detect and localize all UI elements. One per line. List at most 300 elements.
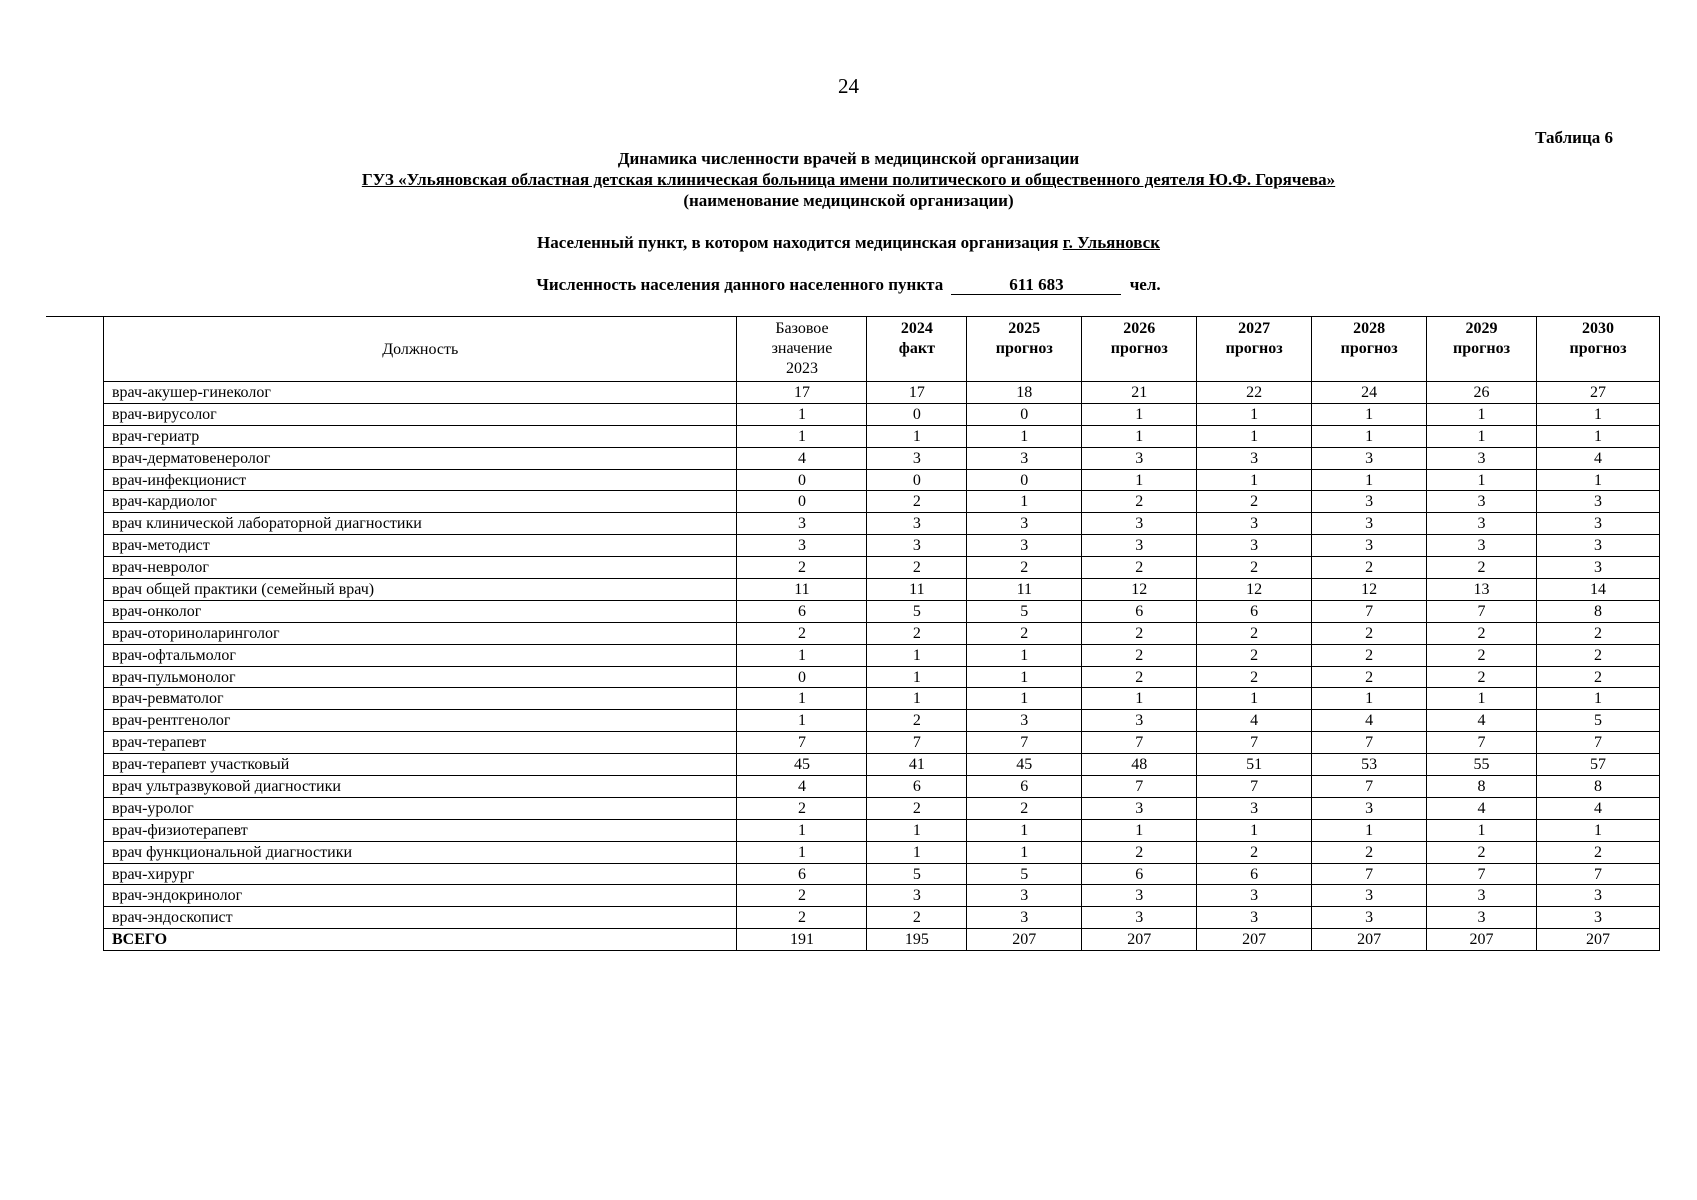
header-2024 xyxy=(867,317,967,382)
header-2027-kind: прогноз xyxy=(1225,340,1283,357)
value-cell: 3 xyxy=(737,513,867,535)
position-cell: врач-ревматолог xyxy=(104,688,737,710)
value-cell: 191 xyxy=(737,929,867,951)
value-cell: 6 xyxy=(1197,863,1312,885)
value-cell: 2 xyxy=(1197,557,1312,579)
value-cell: 3 xyxy=(1312,447,1427,469)
value-cell: 6 xyxy=(737,863,867,885)
value-cell: 3 xyxy=(1197,447,1312,469)
value-cell: 3 xyxy=(967,513,1082,535)
value-cell: 5 xyxy=(867,600,967,622)
value-cell: 5 xyxy=(867,863,967,885)
value-cell: 3 xyxy=(1312,513,1427,535)
position-cell: врач-акушер-гинеколог xyxy=(104,382,737,404)
value-cell: 4 xyxy=(1537,447,1660,469)
value-cell: 3 xyxy=(1197,797,1312,819)
value-cell: 1 xyxy=(1312,403,1427,425)
settlement-line xyxy=(0,233,1697,253)
value-cell: 13 xyxy=(1427,579,1537,601)
value-cell: 207 xyxy=(1427,929,1537,951)
value-cell: 4 xyxy=(1427,710,1537,732)
value-cell: 4 xyxy=(1427,797,1537,819)
value-cell: 1 xyxy=(1537,688,1660,710)
table-row xyxy=(104,885,1660,907)
value-cell: 3 xyxy=(1082,447,1197,469)
value-cell: 2 xyxy=(1082,491,1197,513)
value-cell: 8 xyxy=(1537,600,1660,622)
value-cell: 1 xyxy=(737,644,867,666)
value-cell: 0 xyxy=(737,469,867,491)
header-2029-year: 2029 xyxy=(1465,320,1498,337)
table-row xyxy=(104,382,1660,404)
value-cell: 2 xyxy=(867,907,967,929)
header-base-line2: значение xyxy=(771,340,833,357)
value-cell: 3 xyxy=(1082,907,1197,929)
value-cell: 3 xyxy=(867,447,967,469)
value-cell: 0 xyxy=(867,403,967,425)
value-cell: 3 xyxy=(1537,557,1660,579)
header-2027-year: 2027 xyxy=(1238,320,1271,337)
table-row xyxy=(104,754,1660,776)
value-cell: 57 xyxy=(1537,754,1660,776)
header-2025-year: 2025 xyxy=(1008,320,1041,337)
value-cell: 14 xyxy=(1537,579,1660,601)
value-cell: 1 xyxy=(967,666,1082,688)
table-row xyxy=(104,666,1660,688)
value-cell: 3 xyxy=(967,535,1082,557)
table-row xyxy=(104,469,1660,491)
value-cell: 4 xyxy=(1312,710,1427,732)
value-cell: 2 xyxy=(1082,622,1197,644)
position-cell: врач-эндокринолог xyxy=(104,885,737,907)
value-cell: 1 xyxy=(967,425,1082,447)
value-cell: 2 xyxy=(867,491,967,513)
value-cell: 27 xyxy=(1537,382,1660,404)
position-cell: врач-невролог xyxy=(104,557,737,579)
value-cell: 45 xyxy=(737,754,867,776)
value-cell: 1 xyxy=(1537,403,1660,425)
value-cell: 17 xyxy=(867,382,967,404)
value-cell: 7 xyxy=(1312,863,1427,885)
table-row xyxy=(104,776,1660,798)
population-line xyxy=(0,275,1697,295)
value-cell: 3 xyxy=(1537,907,1660,929)
table-row xyxy=(104,535,1660,557)
value-cell: 8 xyxy=(1427,776,1537,798)
table-header-row xyxy=(104,317,1660,382)
value-cell: 2 xyxy=(867,797,967,819)
header-2029-kind: прогноз xyxy=(1453,340,1511,357)
value-cell: 1 xyxy=(1082,403,1197,425)
value-cell: 1 xyxy=(1427,819,1537,841)
value-cell: 7 xyxy=(1197,732,1312,754)
settlement-label: Населенный пункт, в котором находится медицинская организация xyxy=(537,233,1059,252)
value-cell: 2 xyxy=(967,797,1082,819)
value-cell: 0 xyxy=(737,666,867,688)
header-position xyxy=(104,317,737,382)
value-cell: 1 xyxy=(1197,819,1312,841)
value-cell: 3 xyxy=(1082,513,1197,535)
value-cell: 6 xyxy=(737,600,867,622)
value-cell: 1 xyxy=(1197,425,1312,447)
value-cell: 207 xyxy=(1197,929,1312,951)
header-2024-kind: факт xyxy=(898,340,935,357)
value-cell: 7 xyxy=(1082,776,1197,798)
header-position-label: Должность xyxy=(382,341,459,358)
value-cell: 1 xyxy=(1427,469,1537,491)
position-cell: врач-терапевт участковый xyxy=(104,754,737,776)
header-2029 xyxy=(1427,317,1537,382)
table-row xyxy=(104,841,1660,863)
value-cell: 3 xyxy=(1427,535,1537,557)
position-cell: врач-гериатр xyxy=(104,425,737,447)
value-cell: 2 xyxy=(1537,644,1660,666)
value-cell: 2 xyxy=(867,557,967,579)
value-cell: 195 xyxy=(867,929,967,951)
value-cell: 7 xyxy=(1537,863,1660,885)
position-cell: врач-пульмонолог xyxy=(104,666,737,688)
header-2026-kind: прогноз xyxy=(1110,340,1168,357)
table-row xyxy=(104,513,1660,535)
value-cell: 1 xyxy=(1312,688,1427,710)
value-cell: 2 xyxy=(867,622,967,644)
value-cell: 2 xyxy=(1197,666,1312,688)
value-cell: 2 xyxy=(1082,644,1197,666)
value-cell: 3 xyxy=(867,885,967,907)
value-cell: 2 xyxy=(1312,557,1427,579)
position-cell: врач-терапевт xyxy=(104,732,737,754)
position-cell: врач общей практики (семейный врач) xyxy=(104,579,737,601)
value-cell: 1 xyxy=(867,841,967,863)
value-cell: 0 xyxy=(737,491,867,513)
value-cell: 1 xyxy=(1082,469,1197,491)
value-cell: 12 xyxy=(1312,579,1427,601)
position-cell: врач функциональной диагностики xyxy=(104,841,737,863)
table-label: Таблица 6 xyxy=(1535,128,1613,147)
value-cell: 1 xyxy=(867,688,967,710)
value-cell: 7 xyxy=(867,732,967,754)
header-2025-kind: прогноз xyxy=(995,340,1053,357)
page-number: 24 xyxy=(838,74,859,98)
value-cell: 3 xyxy=(1427,513,1537,535)
organization-caption: (наименование медицинской организации) xyxy=(683,191,1014,210)
table-row xyxy=(104,579,1660,601)
value-cell: 2 xyxy=(1427,666,1537,688)
value-cell: 3 xyxy=(1312,885,1427,907)
value-cell: 6 xyxy=(1082,863,1197,885)
position-cell: врач-онколог xyxy=(104,600,737,622)
value-cell: 207 xyxy=(1312,929,1427,951)
value-cell: 7 xyxy=(737,732,867,754)
value-cell: 6 xyxy=(1082,600,1197,622)
table-row xyxy=(104,425,1660,447)
population-label: Численность населения данного населенного пункта xyxy=(536,275,944,294)
value-cell: 2 xyxy=(1197,491,1312,513)
value-cell: 1 xyxy=(1082,425,1197,447)
value-cell: 3 xyxy=(967,907,1082,929)
position-cell: врач-офтальмолог xyxy=(104,644,737,666)
header-2030-kind: прогноз xyxy=(1569,340,1627,357)
table-row xyxy=(104,600,1660,622)
value-cell: 5 xyxy=(1537,710,1660,732)
value-cell: 1 xyxy=(1197,469,1312,491)
value-cell: 1 xyxy=(1537,819,1660,841)
value-cell: 45 xyxy=(967,754,1082,776)
total-row xyxy=(104,929,1660,951)
value-cell: 7 xyxy=(1427,600,1537,622)
value-cell: 207 xyxy=(1082,929,1197,951)
value-cell: 3 xyxy=(1312,907,1427,929)
header-base-line1: Базовое xyxy=(775,320,829,337)
table-row xyxy=(104,710,1660,732)
value-cell: 11 xyxy=(967,579,1082,601)
value-cell: 3 xyxy=(867,513,967,535)
value-cell: 1 xyxy=(737,688,867,710)
value-cell: 1 xyxy=(867,819,967,841)
value-cell: 1 xyxy=(1082,688,1197,710)
table-row xyxy=(104,403,1660,425)
header-2028-year: 2028 xyxy=(1353,320,1386,337)
position-cell: врач-уролог xyxy=(104,797,737,819)
value-cell: 55 xyxy=(1427,754,1537,776)
value-cell: 3 xyxy=(737,535,867,557)
header-2030 xyxy=(1537,317,1660,382)
table-row xyxy=(104,688,1660,710)
value-cell: 7 xyxy=(1312,600,1427,622)
value-cell: 1 xyxy=(967,841,1082,863)
value-cell: 7 xyxy=(1082,732,1197,754)
value-cell: 7 xyxy=(1197,776,1312,798)
value-cell: 12 xyxy=(1082,579,1197,601)
position-cell: врач-рентгенолог xyxy=(104,710,737,732)
value-cell: 207 xyxy=(1537,929,1660,951)
organization-line xyxy=(0,170,1697,190)
value-cell: 1 xyxy=(1427,403,1537,425)
value-cell: 0 xyxy=(967,469,1082,491)
value-cell: 1 xyxy=(1082,819,1197,841)
value-cell: 2 xyxy=(737,622,867,644)
header-2025 xyxy=(967,317,1082,382)
population-unit: чел. xyxy=(1129,275,1161,294)
value-cell: 2 xyxy=(1537,666,1660,688)
value-cell: 1 xyxy=(967,644,1082,666)
value-cell: 3 xyxy=(1082,885,1197,907)
value-cell: 2 xyxy=(1082,841,1197,863)
value-cell: 1 xyxy=(967,688,1082,710)
value-cell: 51 xyxy=(1197,754,1312,776)
population-value: 611 683 xyxy=(951,276,1121,295)
value-cell: 7 xyxy=(1312,732,1427,754)
settlement-value: г. Ульяновск xyxy=(1062,233,1160,252)
value-cell: 2 xyxy=(867,710,967,732)
value-cell: 1 xyxy=(1537,469,1660,491)
header-2024-year: 2024 xyxy=(900,320,933,337)
value-cell: 3 xyxy=(1082,710,1197,732)
table-row xyxy=(104,863,1660,885)
value-cell: 2 xyxy=(1082,557,1197,579)
value-cell: 2 xyxy=(1427,557,1537,579)
value-cell: 3 xyxy=(1197,907,1312,929)
value-cell: 48 xyxy=(1082,754,1197,776)
value-cell: 3 xyxy=(1427,907,1537,929)
value-cell: 1 xyxy=(867,666,967,688)
table-row xyxy=(104,732,1660,754)
value-cell: 2 xyxy=(967,622,1082,644)
value-cell: 11 xyxy=(867,579,967,601)
value-cell: 4 xyxy=(737,776,867,798)
value-cell: 3 xyxy=(1537,535,1660,557)
header-2026 xyxy=(1082,317,1197,382)
value-cell: 1 xyxy=(967,819,1082,841)
position-cell: врач-дерматовенеролог xyxy=(104,447,737,469)
value-cell: 1 xyxy=(1312,819,1427,841)
value-cell: 53 xyxy=(1312,754,1427,776)
value-cell: 7 xyxy=(967,732,1082,754)
value-cell: 1 xyxy=(1427,688,1537,710)
value-cell: 18 xyxy=(967,382,1082,404)
value-cell: 3 xyxy=(867,535,967,557)
position-cell: врач-эндоскопист xyxy=(104,907,737,929)
value-cell: 1 xyxy=(1197,403,1312,425)
value-cell: 1 xyxy=(737,710,867,732)
table-row xyxy=(104,491,1660,513)
value-cell: 1 xyxy=(1427,425,1537,447)
value-cell: 22 xyxy=(1197,382,1312,404)
value-cell: 21 xyxy=(1082,382,1197,404)
value-cell: 6 xyxy=(1197,600,1312,622)
value-cell: 1 xyxy=(737,425,867,447)
value-cell: 1 xyxy=(1312,469,1427,491)
value-cell: 4 xyxy=(1197,710,1312,732)
table-left-rule xyxy=(46,316,104,317)
value-cell: 3 xyxy=(1537,491,1660,513)
value-cell: 3 xyxy=(1197,885,1312,907)
value-cell: 2 xyxy=(967,557,1082,579)
value-cell: 3 xyxy=(1082,535,1197,557)
value-cell: 6 xyxy=(867,776,967,798)
value-cell: 3 xyxy=(1312,797,1427,819)
value-cell: 2 xyxy=(1197,644,1312,666)
value-cell: 11 xyxy=(737,579,867,601)
value-cell: 3 xyxy=(1427,491,1537,513)
value-cell: 3 xyxy=(967,885,1082,907)
value-cell: 3 xyxy=(967,710,1082,732)
value-cell: 1 xyxy=(737,841,867,863)
position-cell: врач-физиотерапевт xyxy=(104,819,737,841)
value-cell: 1 xyxy=(737,819,867,841)
value-cell: 7 xyxy=(1427,863,1537,885)
organization-name: ГУЗ «Ульяновская областная детская клиническая больница имени политического и общественного деятеля Ю.Ф. Горячева» xyxy=(361,170,1336,189)
value-cell: 17 xyxy=(737,382,867,404)
value-cell: 7 xyxy=(1312,776,1427,798)
value-cell: 0 xyxy=(867,469,967,491)
value-cell: 41 xyxy=(867,754,967,776)
position-cell: врач ультразвуковой диагностики xyxy=(104,776,737,798)
value-cell: 207 xyxy=(967,929,1082,951)
table-row xyxy=(104,907,1660,929)
value-cell: 3 xyxy=(1197,535,1312,557)
table-row xyxy=(104,622,1660,644)
value-cell: 3 xyxy=(1427,447,1537,469)
value-cell: 2 xyxy=(1312,644,1427,666)
value-cell: 7 xyxy=(1427,732,1537,754)
header-2028-kind: прогноз xyxy=(1340,340,1398,357)
value-cell: 2 xyxy=(737,885,867,907)
value-cell: 3 xyxy=(1082,797,1197,819)
value-cell: 1 xyxy=(737,403,867,425)
table-body xyxy=(104,382,1660,951)
table-row xyxy=(104,557,1660,579)
value-cell: 6 xyxy=(967,776,1082,798)
value-cell: 26 xyxy=(1427,382,1537,404)
header-2027 xyxy=(1197,317,1312,382)
position-cell: врач-инфекционист xyxy=(104,469,737,491)
value-cell: 12 xyxy=(1197,579,1312,601)
value-cell: 3 xyxy=(1537,513,1660,535)
value-cell: 3 xyxy=(1197,513,1312,535)
document-title: Динамика численности врачей в медицинской организации xyxy=(617,149,1080,168)
value-cell: 2 xyxy=(1082,666,1197,688)
value-cell: 3 xyxy=(1312,491,1427,513)
value-cell: 3 xyxy=(967,447,1082,469)
table-row xyxy=(104,644,1660,666)
value-cell: 1 xyxy=(967,491,1082,513)
value-cell: 2 xyxy=(1312,666,1427,688)
value-cell: 2 xyxy=(1537,841,1660,863)
header-2028 xyxy=(1312,317,1427,382)
table-row xyxy=(104,797,1660,819)
value-cell: 2 xyxy=(737,797,867,819)
value-cell: 3 xyxy=(1427,885,1537,907)
value-cell: 2 xyxy=(1312,622,1427,644)
value-cell: 2 xyxy=(737,557,867,579)
header-2030-year: 2030 xyxy=(1582,320,1614,337)
table-row xyxy=(104,819,1660,841)
value-cell: 1 xyxy=(1312,425,1427,447)
staff-dynamics-table xyxy=(103,316,1660,951)
value-cell: 7 xyxy=(1537,732,1660,754)
value-cell: 2 xyxy=(1427,644,1537,666)
value-cell: 2 xyxy=(737,907,867,929)
position-cell: врач-хирург xyxy=(104,863,737,885)
value-cell: 2 xyxy=(1197,841,1312,863)
value-cell: 1 xyxy=(867,644,967,666)
position-cell: врач-кардиолог xyxy=(104,491,737,513)
value-cell: 4 xyxy=(1537,797,1660,819)
value-cell: 4 xyxy=(737,447,867,469)
position-cell: врач-оториноларинголог xyxy=(104,622,737,644)
table-row xyxy=(104,447,1660,469)
value-cell: 3 xyxy=(1312,535,1427,557)
position-cell: врач-методист xyxy=(104,535,737,557)
value-cell: 2 xyxy=(1537,622,1660,644)
value-cell: 1 xyxy=(867,425,967,447)
value-cell: 2 xyxy=(1312,841,1427,863)
value-cell: 1 xyxy=(1537,425,1660,447)
value-cell: 24 xyxy=(1312,382,1427,404)
position-cell: врач клинической лабораторной диагностики xyxy=(104,513,737,535)
header-2026-year: 2026 xyxy=(1123,320,1156,337)
value-cell: 8 xyxy=(1537,776,1660,798)
value-cell: 3 xyxy=(1537,885,1660,907)
value-cell: 2 xyxy=(1197,622,1312,644)
position-cell: ВСЕГО xyxy=(104,929,737,951)
value-cell: 1 xyxy=(1197,688,1312,710)
header-base-line3: 2023 xyxy=(785,360,818,377)
position-cell: врач-вирусолог xyxy=(104,403,737,425)
value-cell: 2 xyxy=(1427,622,1537,644)
header-base xyxy=(737,317,867,382)
